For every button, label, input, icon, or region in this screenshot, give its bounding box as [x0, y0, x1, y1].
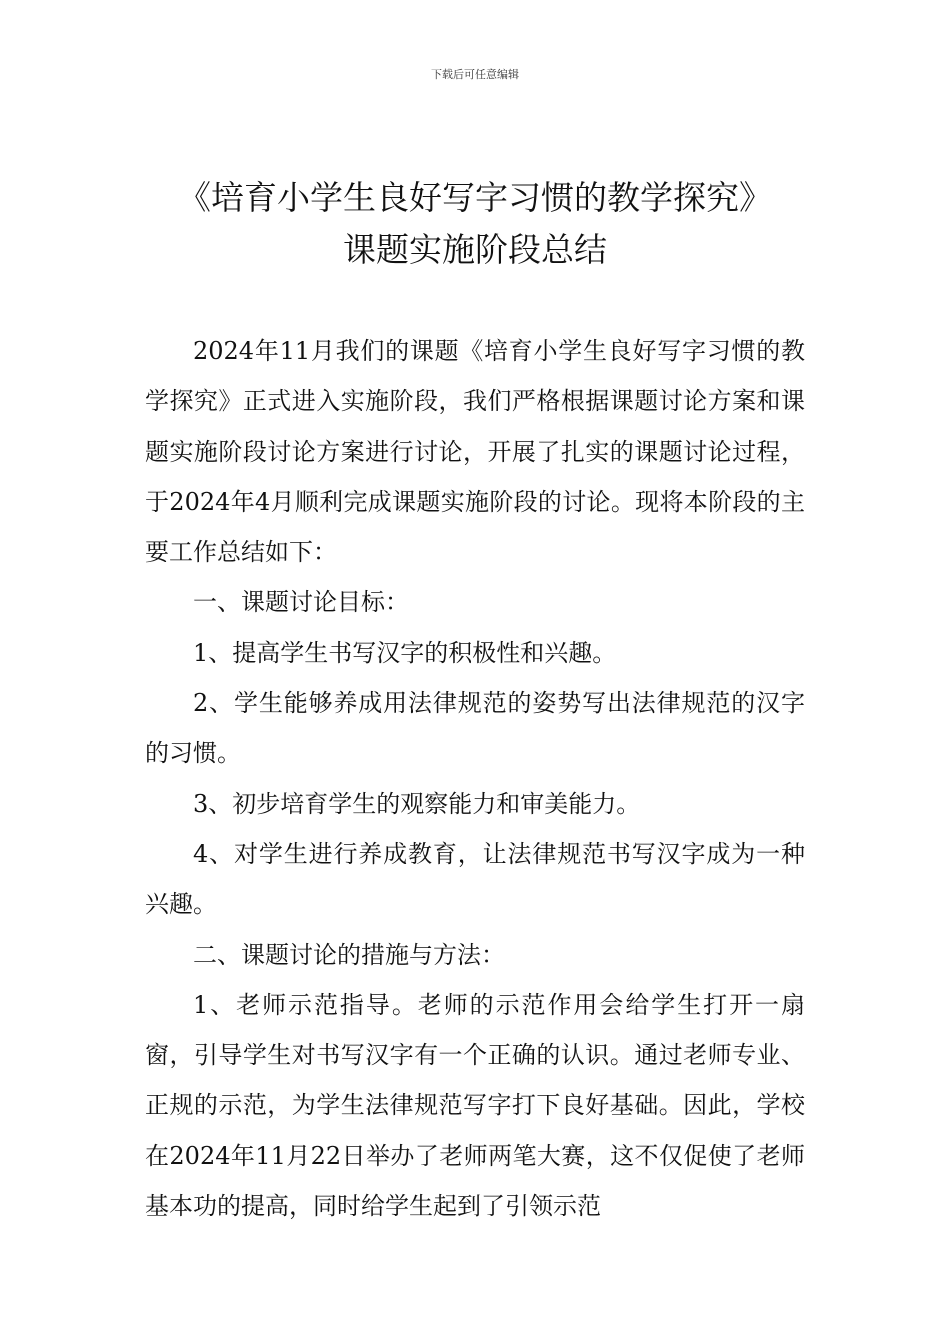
- goal-item-3: 3、初步培育学生的观察能力和审美能力。: [193, 789, 641, 818]
- header-note: 下载后可任意编辑: [431, 68, 519, 81]
- section-heading-methods: 二、课题讨论的措施与方法：: [193, 940, 505, 969]
- title-line-2: 课题实施阶段总结: [343, 230, 607, 269]
- method-item-1: 1、老师示范指导。老师的示范作用会给学生打开一扇窗，引导学生对书写汉字有一个正确的认识。通过老师专业、正规的示范，为学生法律规范写字打下良好基础。因此，学校在2024年11月22日举办了老师两笔大赛，这不仅促使了老师基本功的提高，同时给学生起到了引领示范: [145, 990, 805, 1221]
- document-title: [0, 172, 950, 276]
- goal-item-4: 4、对学生进行养成教育，让法律规范书写汉字成为一种兴趣。: [145, 839, 805, 919]
- title-line-1: 《培育小学生良好写字习惯的教学探究》: [178, 178, 772, 217]
- goal-item-1: 1、提高学生书写汉字的积极性和兴趣。: [193, 638, 617, 667]
- goal-item-2: 2、学生能够养成用法律规范的姿势写出法律规范的汉字的习惯。: [145, 689, 805, 768]
- document-body: [145, 326, 805, 1231]
- paragraph-intro: 2024年11月我们的课题《培育小学生良好写字习惯的教学探究》正式进入实施阶段，我们严格根据课题讨论方案和课题实施阶段讨论方案进行讨论，开展了扎实的课题讨论过程，于2024年4月顺利完成课题实施阶段的讨论。现将本阶段的主要工作总结如下：: [145, 337, 805, 567]
- section-heading-goals: 一、课题讨论目标：: [193, 588, 409, 617]
